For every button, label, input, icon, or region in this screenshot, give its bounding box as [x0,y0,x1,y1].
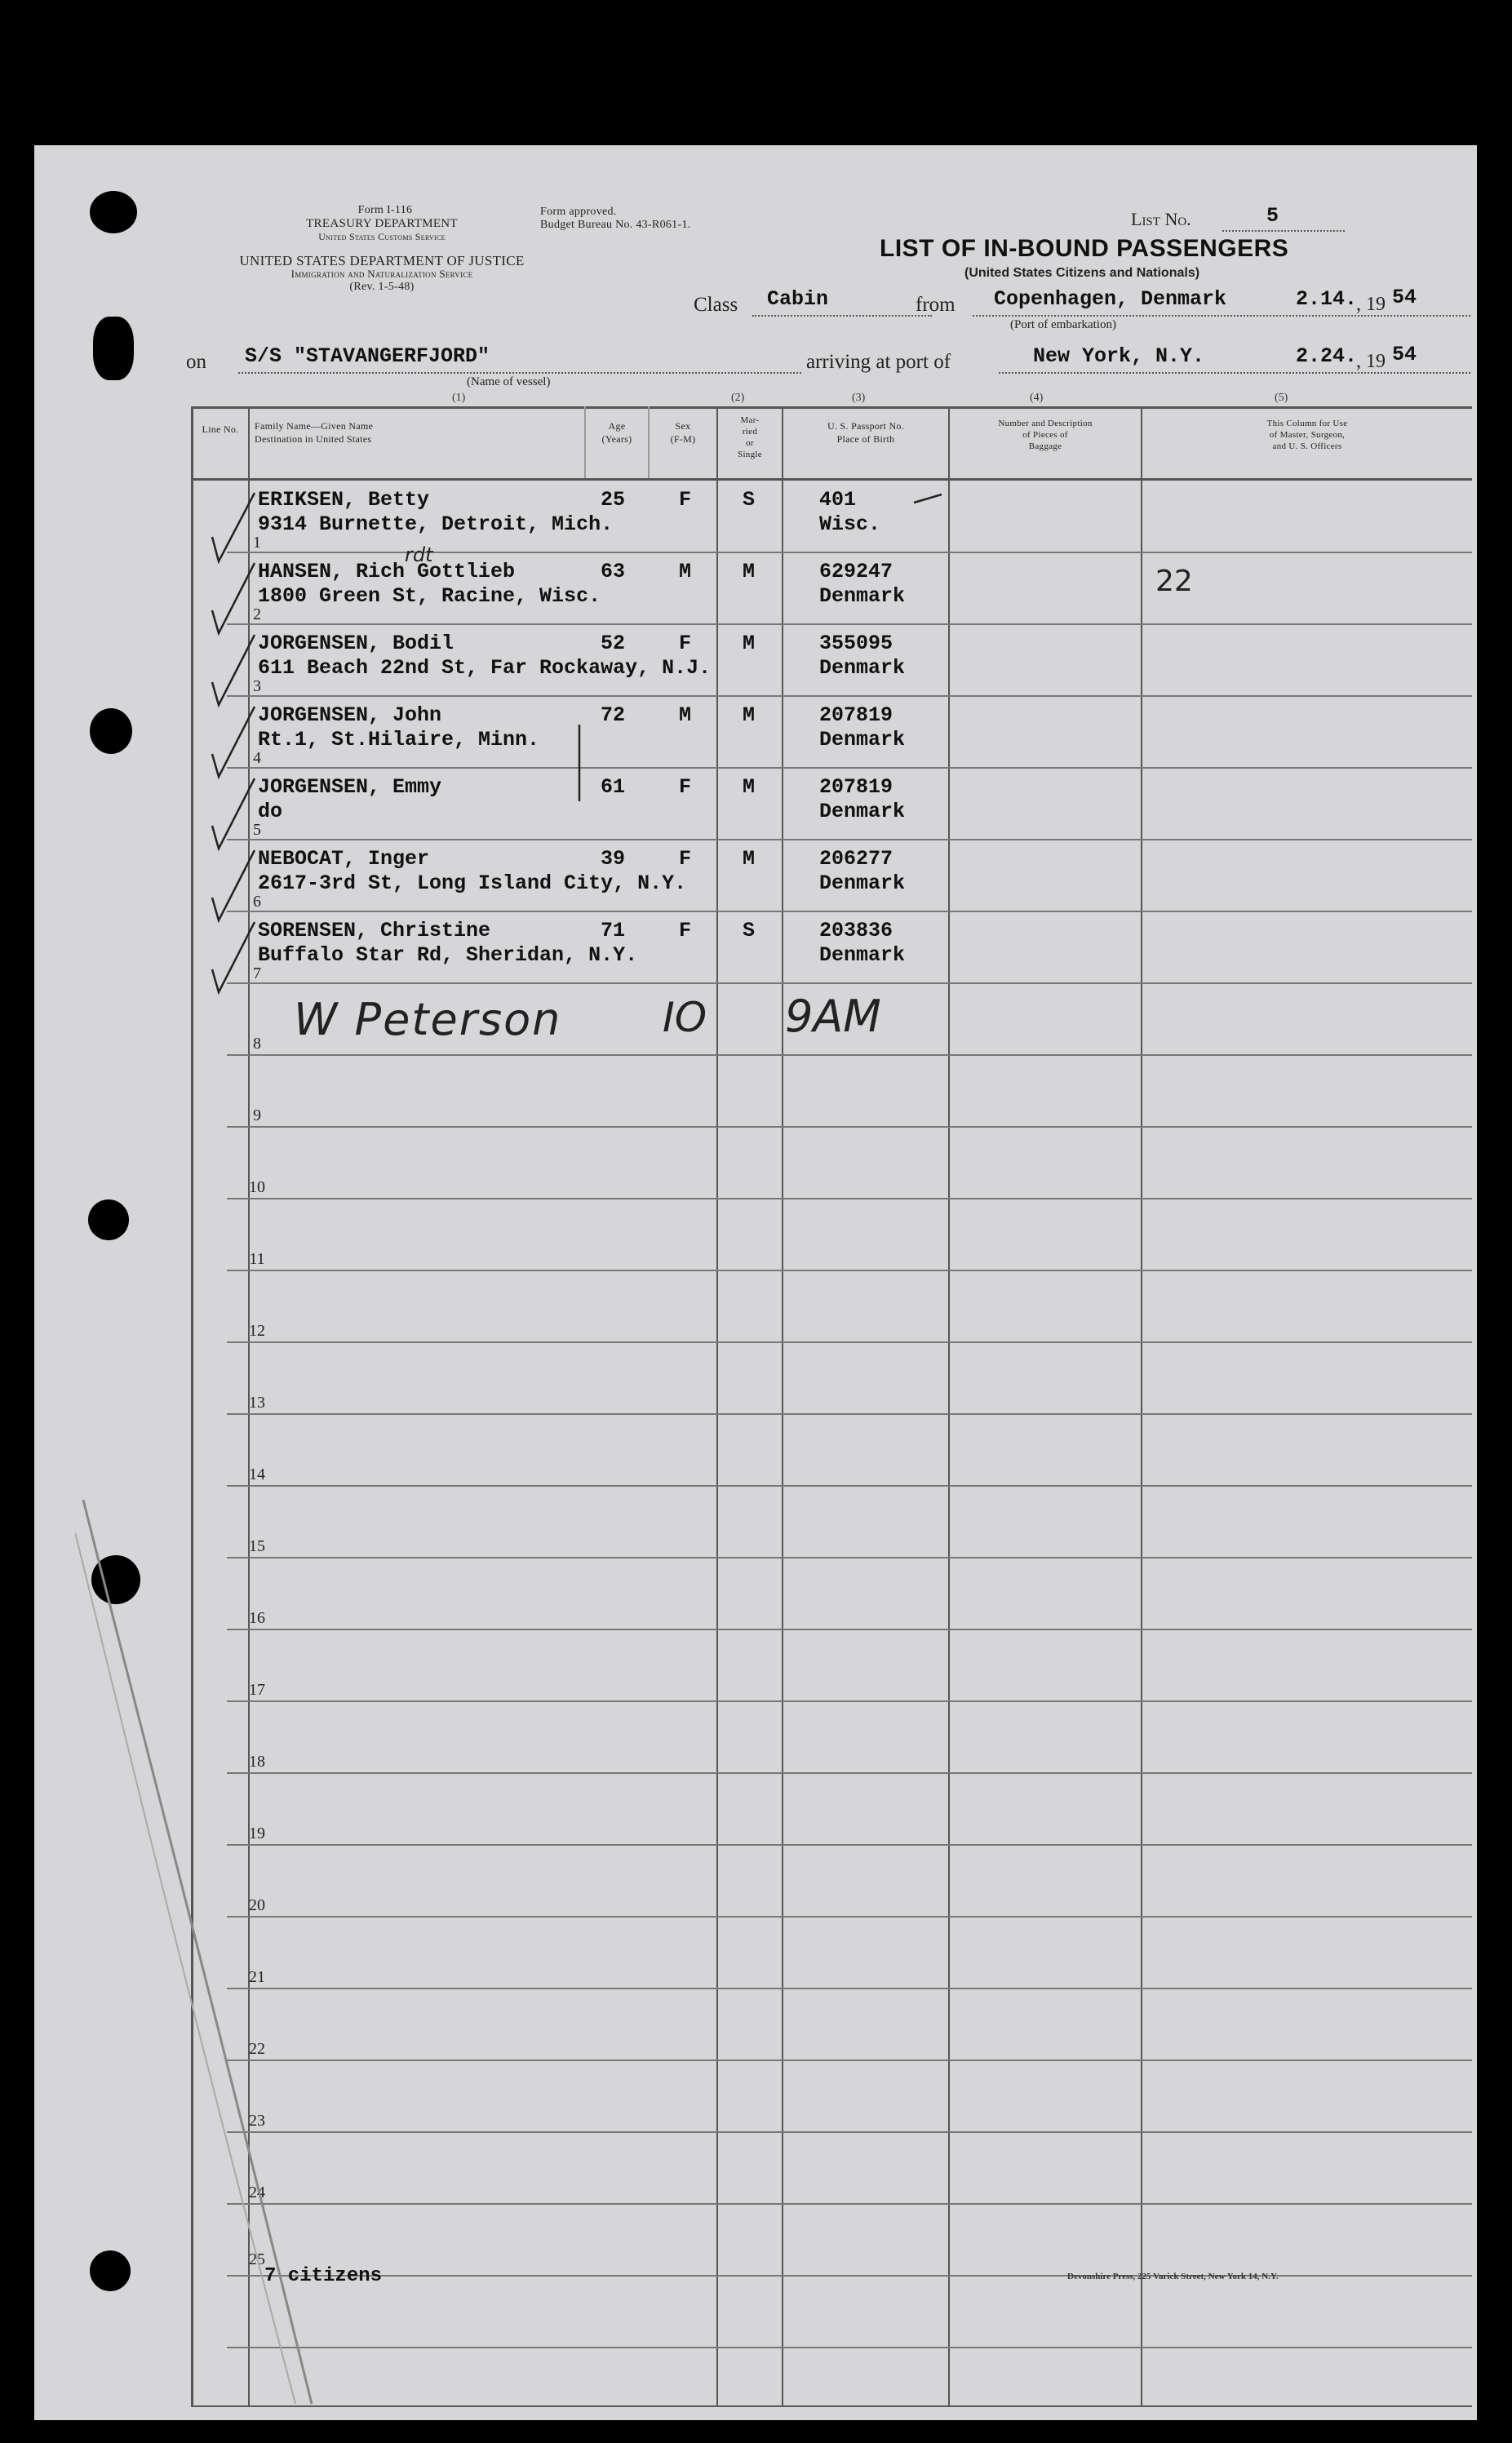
row-separator [227,767,1472,769]
passenger-marital-status: M [743,775,756,799]
row-separator [227,2275,1472,2277]
from-line [973,315,1470,317]
row-separator [227,1844,1472,1846]
passenger-age: 25 [601,488,626,512]
row-separator [227,911,1472,912]
passenger-marital-status: M [743,560,756,583]
passenger-sex: F [679,919,692,942]
passenger-name: ERIKSEN, Betty [258,488,430,512]
row-separator [227,2203,1472,2205]
row-separator [227,1270,1472,1271]
row-separator [227,1413,1472,1415]
passenger-age: 52 [601,632,626,655]
on-label: on [186,351,206,373]
row-separator [227,695,1472,697]
passenger-marital-status: S [743,919,756,942]
row-separator [227,2347,1472,2348]
passport-number: 401 [819,488,857,512]
inspector-io: IO [663,994,707,1041]
arrival-port: New York, N.Y. [1033,344,1205,368]
punch-hole [88,1199,129,1240]
place-of-birth: Denmark [819,800,906,823]
document-page [34,145,1477,2420]
line-number: 13 [249,1394,265,1412]
place-of-birth: Denmark [819,871,906,895]
col-header-married: Mar- ried or Single [738,415,762,459]
from-value: Copenhagen, Denmark [994,287,1227,311]
line-number: 16 [249,1609,265,1627]
form-approval: Form approved. Budget Bureau No. 43-R061-1. [540,206,691,231]
passenger-name: HANSEN, Rich Gottlieb [258,560,516,583]
col-header-baggage: Number and Description of Pieces of Baggage [998,419,1093,451]
class-value: Cabin [767,287,829,311]
col-header-line-no: Line No. [202,423,239,435]
line-number: 1 [253,534,261,552]
passenger-age: 63 [601,560,626,583]
passenger-destination: do [258,800,283,823]
port-embark-caption: (Port of embarkation) [1010,318,1116,331]
passenger-name: JORGENSEN, Bodil [258,632,454,655]
passenger-marital-status: M [743,847,756,871]
passport-number: 355095 [819,632,893,655]
passenger-destination: 2617-3rd St, Long Island City, N.Y. [258,871,687,895]
list-no-value: 5 [1266,204,1279,228]
line-number: 25 [249,2250,265,2268]
line-number: 17 [249,1681,265,1699]
arrival-year: 54 [1392,343,1417,366]
line-number: 6 [253,893,261,911]
passenger-sex: F [679,847,692,871]
row-separator [227,1629,1472,1630]
passenger-destination: 611 Beach 22nd St, Far Rockaway, N.J. [258,656,712,680]
punch-hole [90,191,137,233]
row-separator [227,623,1472,625]
passenger-sex: F [679,488,692,512]
passport-number: 203836 [819,919,893,942]
row-separator [227,1557,1472,1558]
arriving-label: arriving at port of [806,351,951,373]
place-of-birth: Denmark [819,584,906,608]
col-num-5: (5) [1275,392,1288,404]
passenger-marital-status: M [743,632,756,655]
arrival-year-prefix: , 19 [1356,351,1386,372]
passenger-sex: F [679,632,692,655]
doj-block: UNITED STATES DEPARTMENT OF JUSTICE Immigration and Naturalization Service (Rev. 1-5-48) [239,253,525,293]
passenger-name: JORGENSEN, John [258,703,442,727]
line-number: 20 [249,1896,265,1914]
row-separator [227,1700,1472,1702]
arrival-line [999,372,1470,374]
passenger-marital-status: M [743,703,756,727]
line-number: 11 [249,1250,265,1268]
row-separator [227,1772,1472,1774]
row-separator [227,982,1472,984]
passenger-name: JORGENSEN, Emmy [258,775,442,799]
passenger-destination: Buffalo Star Rd, Sheridan, N.Y. [258,943,638,967]
paper-crease [75,1500,320,2405]
line-number: 3 [253,677,261,695]
row-separator [227,1916,1472,1918]
place-of-birth: Denmark [819,728,906,752]
line-number: 7 [253,964,261,982]
passport-number: 207819 [819,775,893,799]
line-number: 21 [249,1968,265,1986]
inspection-time: 9AM [785,991,881,1042]
passenger-destination: 9314 Burnette, Detroit, Mich. [258,512,614,536]
line-number: 23 [249,2112,265,2130]
officer-note: 22 [1155,565,1193,598]
citizens-summary: 7 citizens [264,2265,383,2287]
from-date: 2.14. [1296,287,1358,311]
line-number: 12 [249,1322,265,1340]
col-num-3: (3) [852,392,866,404]
form-number: Form I-116 [357,204,413,216]
col-header-age: Age (Years) [601,420,632,445]
passenger-sex: M [679,560,692,583]
list-no-label: List No. [1131,209,1191,229]
row-separator [227,1126,1472,1128]
handwritten-correction: rdt [405,543,433,566]
passenger-age: 71 [601,919,626,942]
punch-hole [90,708,132,754]
col-header-sex: Sex (F-M) [670,420,696,445]
vessel-name: S/S "STAVANGERFJORD" [245,344,490,368]
line-number: 14 [249,1465,265,1483]
from-year: 54 [1392,286,1417,309]
inspector-signature: W Peterson [294,994,562,1045]
page-subtitle: (United States Citizens and Nationals) [964,266,1200,280]
line-number: 10 [249,1178,265,1196]
row-separator [227,839,1472,840]
class-line [752,315,932,317]
from-year-prefix: , 19 [1356,294,1386,315]
line-number: 15 [249,1537,265,1555]
arrival-date: 2.24. [1296,344,1358,368]
passport-number: 629247 [819,560,893,583]
line-number: 2 [253,605,261,623]
row-separator [227,2059,1472,2061]
passport-number: 207819 [819,703,893,727]
passenger-name: NEBOCAT, Inger [258,847,430,871]
place-of-birth: Wisc. [819,512,881,536]
row-separator [227,2131,1472,2133]
passport-number: 206277 [819,847,893,871]
vessel-caption: (Name of vessel) [467,375,551,388]
printer-imprint: Devonshire Press, 225 Varick Street, New York 14, N.Y. [1067,2272,1279,2281]
punch-hole [93,317,134,380]
line-number: 8 [253,1035,261,1053]
page-title: LIST OF IN-BOUND PASSENGERS [880,235,1289,262]
list-no-line [1222,230,1345,232]
row-separator [227,1485,1472,1487]
line-number: 4 [253,749,261,767]
passenger-age: 39 [601,847,626,871]
passenger-sex: F [679,775,692,799]
bracket-mark [576,723,584,805]
line-number: 5 [253,821,261,839]
passenger-destination: Rt.1, St.Hilaire, Minn. [258,728,540,752]
col-header-name-dest: Family Name—Given Name Destination in United States [255,420,374,445]
from-label: from [916,294,956,316]
passenger-sex: M [679,703,692,727]
vessel-line [238,372,801,374]
row-separator [227,1054,1472,1056]
line-number: 9 [253,1106,261,1124]
col-num-1: (1) [452,392,466,404]
col-header-passport: U. S. Passport No. Place of Birth [827,420,905,445]
passenger-name: SORENSEN, Christine [258,919,491,942]
line-number: 24 [249,2184,265,2201]
row-separator [227,1988,1472,1989]
col-header-officers: This Column for Use of Master, Surgeon, and U. S. Officers [1266,419,1348,451]
col-num-2: (2) [731,392,745,404]
row-separator [227,1341,1472,1343]
col-num-4: (4) [1030,392,1044,404]
line-number: 22 [249,2040,265,2058]
row-separator [227,1198,1472,1199]
place-of-birth: Denmark [819,656,906,680]
treasury-dept: TREASURY DEPARTMENT United States Customs Service [306,217,458,242]
place-of-birth: Denmark [819,943,906,967]
class-label: Class [694,294,738,316]
line-number: 19 [249,1824,265,1842]
passport-tick [912,491,945,508]
passenger-age: 61 [601,775,626,799]
passenger-age: 72 [601,703,626,727]
line-number: 18 [249,1753,265,1771]
passenger-destination: 1800 Green St, Racine, Wisc. [258,584,601,608]
passenger-marital-status: S [743,488,756,512]
